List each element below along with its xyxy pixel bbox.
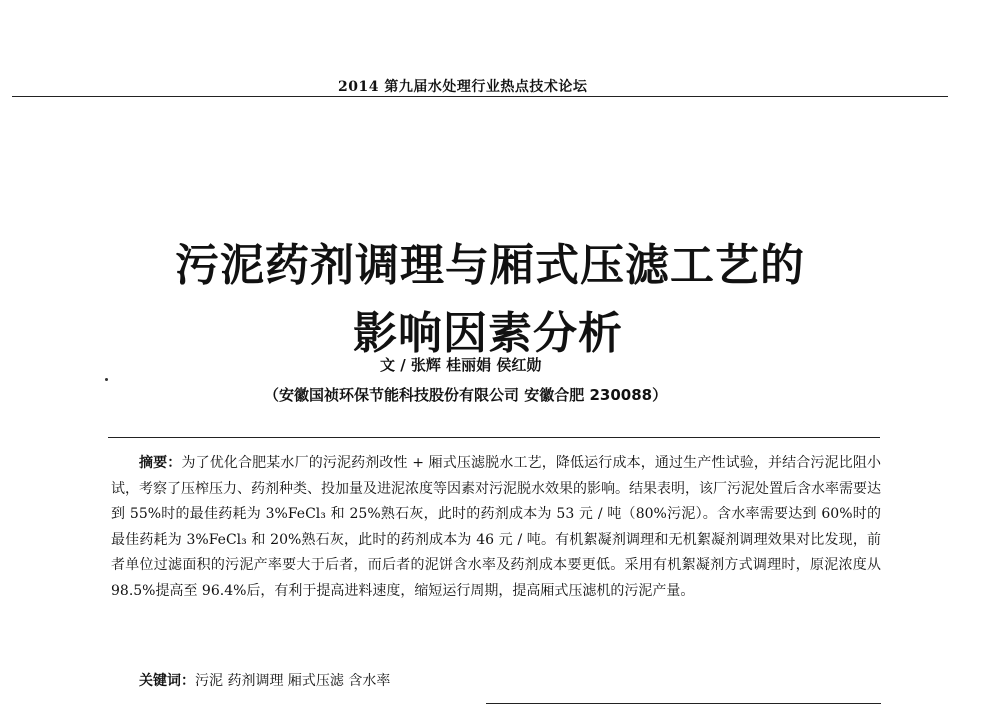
abstract-top-rule [108, 437, 880, 438]
abstract-text: 为了优化合肥某水厂的污泥药剂改性 + 厢式压滤脱水工艺，降低运行成本，通过生产性试验，并结合污泥比阻小试，考察了压榨压力、药剂种类、投加量及进泥浓度等因素对污泥脱水效果的影响。结果表明，该厂污泥处置后含水率需要达到 55%时的最佳药耗为 3%FeCl₃ 和 25%熟石灰，此时的药剂成本为 53 元 / 吨（80%污泥）。含水率需要达到 60%时的最佳药耗为 3%FeCl₃ 和 20%熟石灰，此时的药剂成本为 46 元 / 吨。有机絮凝剂调理和无机絮凝剂调理效果对比发现，前者单位过滤面积的污泥产率要大于后者，而后者的泥饼含水率及药剂成本要更低。采用有机絮凝剂方式调理时，原泥浓度从 98.5%提高至 96.4%后，有利于提高进料速度，缩短运行周期，提高厢式压滤机的污泥产量。 [111, 455, 882, 599]
abstract-bottom-rule [486, 703, 881, 704]
article-title-line-1: 污泥药剂调理与厢式压滤工艺的 [175, 240, 805, 292]
keywords-label: 关键词： [139, 673, 195, 689]
running-header: 2014 第九届水处理行业热点技术论坛 [338, 79, 588, 95]
keywords-line [139, 670, 390, 690]
abstract-label: 摘要： [139, 455, 182, 471]
abstract-paragraph [111, 451, 881, 605]
stray-dot [105, 378, 108, 381]
author-line: 文 / 张辉 桂丽娟 侯红勋 [380, 356, 542, 374]
header-rule [12, 96, 948, 97]
affiliation-line: （安徽国祯环保节能科技股份有限公司 安徽合肥 230088） [264, 386, 668, 404]
keywords-text: 污泥 药剂调理 厢式压滤 含水率 [195, 673, 391, 689]
article-title-line-2: 影响因素分析 [353, 308, 623, 360]
